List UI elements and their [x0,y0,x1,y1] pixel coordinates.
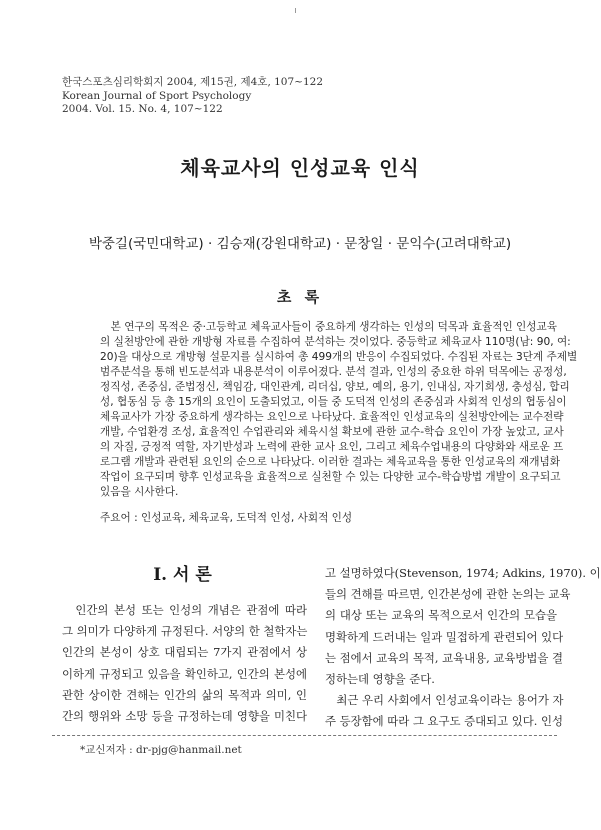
corresponding-author-footnote: *교신저자 : dr-pjg@hanmail.net [80,744,242,756]
body-line: 그 의미가 다양하게 규정된다. 서양의 한 철학자는 [62,624,308,639]
body-line: 고 설명하였다(Stevenson, 1974; Adkins, 1970). 이 [325,566,601,580]
abstract-line: 작업이 요구되며 향후 인성교육을 효율적으로 실천할 수 있는 다양한 교수-학습방법 개발이 요구되고 [100,471,561,483]
body-line: 주 등장함에 따라 그 요구도 증대되고 있다. 인성 [325,714,564,729]
abstract-body [100,320,578,500]
journal-header-volume: 2004. Vol. 15. No. 4, 107~122 [62,103,223,115]
journal-header-korean: 한국스포츠심리학회지 2004, 제15권, 제4호, 107~122 [62,76,324,88]
left-column-text [62,600,307,727]
journal-header-english: Korean Journal of Sport Psychology [62,89,252,102]
body-line: 인간의 본성 또는 인성의 개념은 관점에 따라 [62,603,307,617]
abstract-line: 범주분석을 통해 빈도분석과 내용분석이 이루어졌다. 분석 결과, 인성의 중요한 하위 덕목에는 공정성, [100,366,567,378]
abstract-line: 성, 협동심 등 총 15개의 요인이 도출되었고, 이들 중 도덕적 인성의 존중심과 사회적 인성의 협동심이 [100,396,567,408]
body-line: 명확하게 드러내는 일과 밀접하게 관련되어 있다 [325,629,564,644]
body-line: 이하게 규정되고 있음을 확인하고, 인간의 본성에 [62,666,307,681]
abstract-heading: 초 록 [276,288,324,306]
abstract-line: 있음을 시사한다. [100,486,179,498]
body-line: 간의 행위와 소망 등을 규정하는데 영향을 미친다 [62,709,307,724]
section-heading-introduction: Ⅰ. 서 론 [153,565,212,585]
body-line: 의 대상 또는 교육의 목적으로서 인간의 모습을 [325,608,557,623]
abstract-line: 20)을 대상으로 개방형 설문지를 실시하여 총 499개의 반응이 수집되었다. 수집된 자료는 3단계 주제별 [100,351,578,363]
paper-title: 체육교사의 인성교육 인식 [180,156,420,180]
abstract-line: 개발, 수업환경 조성, 효율적인 수업관리와 체육시설 확보에 관한 교수-학습 요인이 가장 높았고, 교사 [100,426,564,438]
abstract-line: 의 자질, 긍정적 역할, 자기반성과 노력에 관한 교사 요인, 그리고 체육수업내용의 다양화와 새로운 프 [100,441,564,453]
right-column-text [325,563,601,733]
body-line: 인간의 본성이 상호 대립되는 7가지 관점에서 상 [62,645,307,660]
body-line: 는 점에서 교육의 목적, 교육내용, 교육방법을 결 [325,650,564,665]
body-line: 최근 우리 사회에서 인성교육이라는 용어가 자 [325,693,564,708]
abstract-line: 본 연구의 목적은 중·고등학교 체육교사들이 중요하게 생각하는 인성의 덕목과 효율적인 인성교육 [100,321,557,333]
footnote-divider [52,735,557,736]
abstract-line: 정직성, 존중심, 준법정신, 책임감, 대인관계, 리더십, 양보, 예의, 용기, 인내심, 자기희생, 충성심, 합리 [100,381,570,393]
abstract-line: 체육교사가 가장 중요하게 생각하는 요인으로 나타났다. 효율적인 인성교육의 실천방안에는 교수전략 [100,411,564,423]
authors: 박중길(국민대학교) · 김승재(강원대학교) · 문창일 · 문익수(고려대학교) [88,236,512,252]
scan-mark [295,8,296,13]
abstract-line: 로그램 개발과 관련된 요인의 순으로 나타났다. 이러한 결과는 체육교육을 통한 인성교육의 재개념화 [100,456,560,468]
body-line: 관한 상이한 견해는 인간의 삶의 목적과 의미, 인 [62,687,307,702]
body-line: 정하는데 영향을 준다. [325,672,435,687]
body-line: 들의 견해를 따르면, 인간본성에 관한 논의는 교육 [325,587,571,602]
keywords: 주요어 : 인성교육, 체육교육, 도덕적 인성, 사회적 인성 [100,512,353,524]
journal-header [62,76,323,117]
abstract-line: 의 실천방안에 관한 개방형 자료를 수집하여 분석하는 것이었다. 중등학교 체육교사 110명(남: 90, 여: [100,336,571,348]
